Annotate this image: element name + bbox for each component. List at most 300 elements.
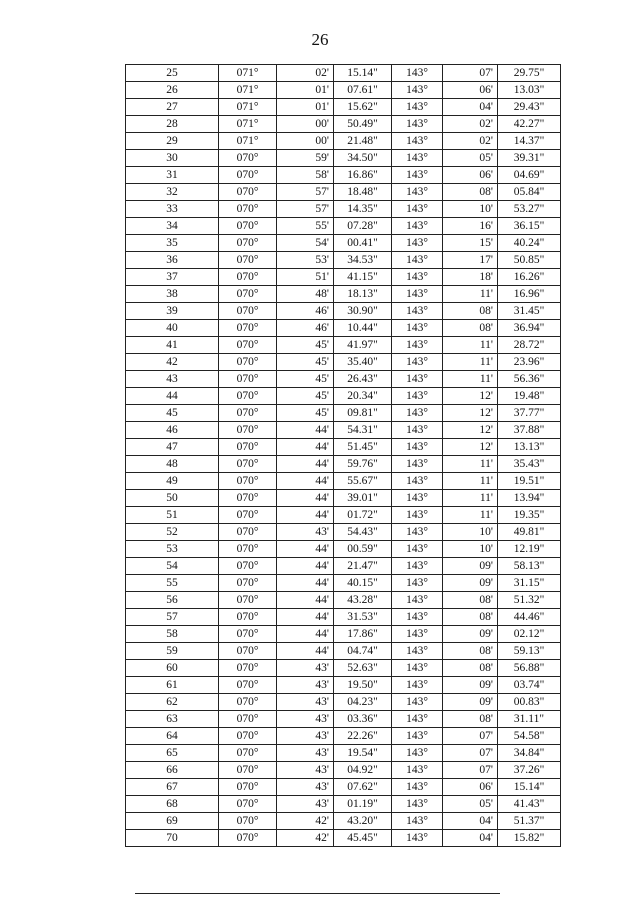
lat-minutes-cell: 58' [277,167,334,184]
lat-minutes-cell: 44' [277,609,334,626]
lat-minutes-cell: 44' [277,592,334,609]
lat-seconds-cell: 07.61" [334,82,392,99]
lon-seconds-cell: 05.84" [498,184,561,201]
lat-minutes-cell: 43' [277,711,334,728]
lon-minutes-cell: 02' [443,133,498,150]
lon-degrees-cell: 143° [392,643,443,660]
lon-minutes-cell: 09' [443,575,498,592]
lat-minutes-cell: 43' [277,524,334,541]
table-row [126,286,561,303]
lon-degrees-cell: 143° [392,575,443,592]
lat-degrees-cell: 071° [219,99,277,116]
lon-seconds-cell: 19.48" [498,388,561,405]
table-row [126,116,561,133]
lat-seconds-cell: 01.19" [334,796,392,813]
lon-minutes-cell: 09' [443,677,498,694]
table-row [126,796,561,813]
lon-degrees-cell: 143° [392,694,443,711]
lat-minutes-cell: 53' [277,252,334,269]
lat-degrees-cell: 070° [219,626,277,643]
lon-minutes-cell: 07' [443,65,498,82]
table-row [126,745,561,762]
lat-degrees-cell: 070° [219,694,277,711]
table-row [126,371,561,388]
lat-minutes-cell: 44' [277,558,334,575]
lon-minutes-cell: 02' [443,116,498,133]
lon-minutes-cell: 09' [443,558,498,575]
lon-degrees-cell: 143° [392,422,443,439]
lon-degrees-cell: 143° [392,167,443,184]
lon-seconds-cell: 37.26" [498,762,561,779]
lat-degrees-cell: 070° [219,575,277,592]
lat-seconds-cell: 40.15" [334,575,392,592]
point-number-cell: 64 [126,728,219,745]
lat-degrees-cell: 070° [219,456,277,473]
lat-seconds-cell: 43.20" [334,813,392,830]
lat-minutes-cell: 51' [277,269,334,286]
table-row [126,388,561,405]
lon-degrees-cell: 143° [392,558,443,575]
lat-degrees-cell: 070° [219,728,277,745]
lon-seconds-cell: 29.75" [498,65,561,82]
lat-seconds-cell: 04.23" [334,694,392,711]
table-row [126,541,561,558]
point-number-cell: 39 [126,303,219,320]
lon-minutes-cell: 08' [443,609,498,626]
lon-minutes-cell: 04' [443,99,498,116]
lon-degrees-cell: 143° [392,796,443,813]
lat-degrees-cell: 070° [219,592,277,609]
lon-minutes-cell: 08' [443,711,498,728]
point-number-cell: 52 [126,524,219,541]
table-row [126,813,561,830]
lon-degrees-cell: 143° [392,218,443,235]
lon-minutes-cell: 11' [443,371,498,388]
lat-degrees-cell: 070° [219,405,277,422]
lon-seconds-cell: 53.27" [498,201,561,218]
lon-degrees-cell: 143° [392,201,443,218]
table-row [126,660,561,677]
lon-minutes-cell: 06' [443,82,498,99]
lon-minutes-cell: 10' [443,201,498,218]
point-number-cell: 54 [126,558,219,575]
lat-degrees-cell: 070° [219,439,277,456]
table-row [126,422,561,439]
lat-degrees-cell: 070° [219,150,277,167]
point-number-cell: 53 [126,541,219,558]
lon-degrees-cell: 143° [392,82,443,99]
lon-seconds-cell: 00.83" [498,694,561,711]
table-row [126,609,561,626]
lat-degrees-cell: 070° [219,167,277,184]
lat-minutes-cell: 44' [277,439,334,456]
lon-minutes-cell: 07' [443,728,498,745]
table-row [126,337,561,354]
lon-seconds-cell: 34.84" [498,745,561,762]
lon-seconds-cell: 35.43" [498,456,561,473]
lat-minutes-cell: 43' [277,745,334,762]
lat-minutes-cell: 43' [277,660,334,677]
point-number-cell: 58 [126,626,219,643]
lon-degrees-cell: 143° [392,609,443,626]
lat-degrees-cell: 070° [219,337,277,354]
lon-degrees-cell: 143° [392,660,443,677]
table-row [126,405,561,422]
lon-seconds-cell: 04.69" [498,167,561,184]
point-number-cell: 25 [126,65,219,82]
lon-seconds-cell: 02.12" [498,626,561,643]
lon-degrees-cell: 143° [392,116,443,133]
lat-degrees-cell: 070° [219,218,277,235]
table-row [126,184,561,201]
lat-seconds-cell: 43.28" [334,592,392,609]
lon-seconds-cell: 31.15" [498,575,561,592]
lat-degrees-cell: 070° [219,796,277,813]
lon-degrees-cell: 143° [392,762,443,779]
lon-minutes-cell: 09' [443,626,498,643]
lon-degrees-cell: 143° [392,439,443,456]
lat-minutes-cell: 01' [277,82,334,99]
lon-minutes-cell: 08' [443,592,498,609]
table-row [126,99,561,116]
lon-seconds-cell: 36.15" [498,218,561,235]
lon-minutes-cell: 08' [443,643,498,660]
point-number-cell: 43 [126,371,219,388]
lat-minutes-cell: 45' [277,337,334,354]
table-row [126,677,561,694]
point-number-cell: 62 [126,694,219,711]
lat-degrees-cell: 070° [219,303,277,320]
point-number-cell: 68 [126,796,219,813]
point-number-cell: 67 [126,779,219,796]
table-row [126,830,561,847]
table-row [126,490,561,507]
lon-minutes-cell: 09' [443,694,498,711]
lat-seconds-cell: 16.86" [334,167,392,184]
table-row [126,473,561,490]
table-row [126,711,561,728]
lat-minutes-cell: 46' [277,320,334,337]
lon-minutes-cell: 07' [443,745,498,762]
lat-minutes-cell: 02' [277,65,334,82]
lon-minutes-cell: 11' [443,507,498,524]
lon-seconds-cell: 42.27" [498,116,561,133]
lat-degrees-cell: 070° [219,269,277,286]
lon-minutes-cell: 17' [443,252,498,269]
lat-seconds-cell: 01.72" [334,507,392,524]
lat-seconds-cell: 54.31" [334,422,392,439]
lat-degrees-cell: 071° [219,133,277,150]
lon-degrees-cell: 143° [392,269,443,286]
point-number-cell: 66 [126,762,219,779]
lon-seconds-cell: 31.45" [498,303,561,320]
lon-seconds-cell: 56.88" [498,660,561,677]
lat-minutes-cell: 55' [277,218,334,235]
lat-seconds-cell: 04.92" [334,762,392,779]
lat-degrees-cell: 070° [219,184,277,201]
lat-seconds-cell: 21.47" [334,558,392,575]
table-row [126,456,561,473]
lat-seconds-cell: 14.35" [334,201,392,218]
lat-seconds-cell: 03.36" [334,711,392,728]
lat-seconds-cell: 55.67" [334,473,392,490]
lon-minutes-cell: 12' [443,439,498,456]
lat-minutes-cell: 46' [277,303,334,320]
lat-minutes-cell: 44' [277,473,334,490]
point-number-cell: 57 [126,609,219,626]
lat-degrees-cell: 070° [219,541,277,558]
table-row [126,575,561,592]
table-row [126,779,561,796]
lat-seconds-cell: 52.63" [334,660,392,677]
lon-minutes-cell: 08' [443,184,498,201]
lat-seconds-cell: 19.50" [334,677,392,694]
lon-seconds-cell: 41.43" [498,796,561,813]
lon-seconds-cell: 58.13" [498,558,561,575]
table-row [126,167,561,184]
point-number-cell: 55 [126,575,219,592]
lat-minutes-cell: 57' [277,184,334,201]
lat-degrees-cell: 070° [219,677,277,694]
lat-minutes-cell: 44' [277,575,334,592]
lon-degrees-cell: 143° [392,303,443,320]
lat-seconds-cell: 07.28" [334,218,392,235]
lat-degrees-cell: 070° [219,422,277,439]
lon-degrees-cell: 143° [392,371,443,388]
lon-degrees-cell: 143° [392,456,443,473]
lat-minutes-cell: 48' [277,286,334,303]
lat-seconds-cell: 10.44" [334,320,392,337]
lon-minutes-cell: 10' [443,541,498,558]
coordinates-table-body [126,65,561,847]
lat-minutes-cell: 59' [277,150,334,167]
table-row [126,252,561,269]
lat-degrees-cell: 070° [219,524,277,541]
table-row [126,558,561,575]
lon-seconds-cell: 51.37" [498,813,561,830]
point-number-cell: 27 [126,99,219,116]
lon-minutes-cell: 12' [443,405,498,422]
lon-seconds-cell: 44.46" [498,609,561,626]
lat-seconds-cell: 35.40" [334,354,392,371]
table-row [126,728,561,745]
table-row [126,643,561,660]
lon-degrees-cell: 143° [392,320,443,337]
lat-minutes-cell: 00' [277,116,334,133]
lat-degrees-cell: 071° [219,116,277,133]
lon-minutes-cell: 06' [443,779,498,796]
lon-seconds-cell: 39.31" [498,150,561,167]
lon-minutes-cell: 15' [443,235,498,252]
point-number-cell: 41 [126,337,219,354]
lon-seconds-cell: 15.82" [498,830,561,847]
lat-seconds-cell: 31.53" [334,609,392,626]
lon-minutes-cell: 07' [443,762,498,779]
lat-seconds-cell: 50.49" [334,116,392,133]
table-row [126,218,561,235]
lat-degrees-cell: 070° [219,490,277,507]
lat-minutes-cell: 43' [277,677,334,694]
table-row [126,269,561,286]
lon-seconds-cell: 03.74" [498,677,561,694]
lon-degrees-cell: 143° [392,541,443,558]
lat-degrees-cell: 070° [219,201,277,218]
lon-degrees-cell: 143° [392,728,443,745]
lon-degrees-cell: 143° [392,524,443,541]
point-number-cell: 40 [126,320,219,337]
lon-minutes-cell: 10' [443,524,498,541]
lon-minutes-cell: 12' [443,388,498,405]
lat-minutes-cell: 44' [277,541,334,558]
lat-minutes-cell: 45' [277,388,334,405]
lat-seconds-cell: 00.41" [334,235,392,252]
bottom-rule [135,893,500,894]
lat-minutes-cell: 45' [277,405,334,422]
lon-degrees-cell: 143° [392,779,443,796]
lon-seconds-cell: 13.94" [498,490,561,507]
lon-seconds-cell: 51.32" [498,592,561,609]
lat-degrees-cell: 070° [219,745,277,762]
coordinates-table [125,64,561,847]
lat-seconds-cell: 54.43" [334,524,392,541]
point-number-cell: 32 [126,184,219,201]
lon-degrees-cell: 143° [392,388,443,405]
point-number-cell: 35 [126,235,219,252]
lon-seconds-cell: 36.94" [498,320,561,337]
lat-seconds-cell: 26.43" [334,371,392,388]
lon-degrees-cell: 143° [392,677,443,694]
lat-minutes-cell: 44' [277,422,334,439]
lat-minutes-cell: 42' [277,813,334,830]
lon-minutes-cell: 05' [443,150,498,167]
lon-minutes-cell: 11' [443,337,498,354]
lon-minutes-cell: 16' [443,218,498,235]
lon-seconds-cell: 19.51" [498,473,561,490]
lon-minutes-cell: 11' [443,490,498,507]
lat-seconds-cell: 51.45" [334,439,392,456]
lat-seconds-cell: 59.76" [334,456,392,473]
lat-degrees-cell: 070° [219,558,277,575]
point-number-cell: 29 [126,133,219,150]
point-number-cell: 44 [126,388,219,405]
table-row [126,524,561,541]
lat-minutes-cell: 44' [277,626,334,643]
lon-degrees-cell: 143° [392,99,443,116]
point-number-cell: 60 [126,660,219,677]
table-row [126,303,561,320]
point-number-cell: 31 [126,167,219,184]
lat-seconds-cell: 18.13" [334,286,392,303]
lon-degrees-cell: 143° [392,592,443,609]
lon-degrees-cell: 143° [392,65,443,82]
lat-seconds-cell: 41.15" [334,269,392,286]
lon-seconds-cell: 12.19" [498,541,561,558]
lon-minutes-cell: 08' [443,660,498,677]
lat-seconds-cell: 20.34" [334,388,392,405]
lon-minutes-cell: 04' [443,830,498,847]
lat-seconds-cell: 34.53" [334,252,392,269]
lat-seconds-cell: 15.62" [334,99,392,116]
lat-degrees-cell: 070° [219,609,277,626]
point-number-cell: 42 [126,354,219,371]
lat-minutes-cell: 44' [277,643,334,660]
lat-degrees-cell: 070° [219,388,277,405]
lon-minutes-cell: 08' [443,320,498,337]
lon-minutes-cell: 11' [443,473,498,490]
lon-seconds-cell: 13.03" [498,82,561,99]
lon-degrees-cell: 143° [392,490,443,507]
point-number-cell: 61 [126,677,219,694]
lon-degrees-cell: 143° [392,405,443,422]
lon-degrees-cell: 143° [392,286,443,303]
lon-seconds-cell: 13.13" [498,439,561,456]
lon-minutes-cell: 11' [443,354,498,371]
lat-minutes-cell: 45' [277,371,334,388]
lon-seconds-cell: 59.13" [498,643,561,660]
table-row [126,354,561,371]
point-number-cell: 69 [126,813,219,830]
point-number-cell: 70 [126,830,219,847]
lat-degrees-cell: 071° [219,65,277,82]
lon-minutes-cell: 05' [443,796,498,813]
lon-degrees-cell: 143° [392,745,443,762]
lon-seconds-cell: 23.96" [498,354,561,371]
lat-seconds-cell: 19.54" [334,745,392,762]
point-number-cell: 59 [126,643,219,660]
lon-degrees-cell: 143° [392,252,443,269]
table-row [126,201,561,218]
lon-minutes-cell: 08' [443,303,498,320]
point-number-cell: 50 [126,490,219,507]
lon-degrees-cell: 143° [392,711,443,728]
point-number-cell: 45 [126,405,219,422]
lon-seconds-cell: 16.96" [498,286,561,303]
table-row [126,65,561,82]
lat-degrees-cell: 070° [219,252,277,269]
page-number: 26 [311,30,329,49]
table-row [126,150,561,167]
table-row [126,626,561,643]
lat-seconds-cell: 09.81" [334,405,392,422]
lon-degrees-cell: 143° [392,337,443,354]
point-number-cell: 51 [126,507,219,524]
lat-degrees-cell: 070° [219,371,277,388]
lon-seconds-cell: 29.43" [498,99,561,116]
point-number-cell: 28 [126,116,219,133]
lon-minutes-cell: 06' [443,167,498,184]
lon-seconds-cell: 28.72" [498,337,561,354]
point-number-cell: 34 [126,218,219,235]
lon-degrees-cell: 143° [392,830,443,847]
lon-seconds-cell: 49.81" [498,524,561,541]
lat-seconds-cell: 17.86" [334,626,392,643]
lon-degrees-cell: 143° [392,813,443,830]
lat-minutes-cell: 43' [277,762,334,779]
lat-minutes-cell: 01' [277,99,334,116]
lat-degrees-cell: 070° [219,643,277,660]
lon-seconds-cell: 15.14" [498,779,561,796]
lat-degrees-cell: 070° [219,235,277,252]
lat-seconds-cell: 22.26" [334,728,392,745]
lat-degrees-cell: 070° [219,507,277,524]
lat-seconds-cell: 15.14" [334,65,392,82]
lon-seconds-cell: 37.88" [498,422,561,439]
lon-degrees-cell: 143° [392,507,443,524]
point-number-cell: 48 [126,456,219,473]
lat-seconds-cell: 41.97" [334,337,392,354]
point-number-cell: 33 [126,201,219,218]
lat-seconds-cell: 18.48" [334,184,392,201]
